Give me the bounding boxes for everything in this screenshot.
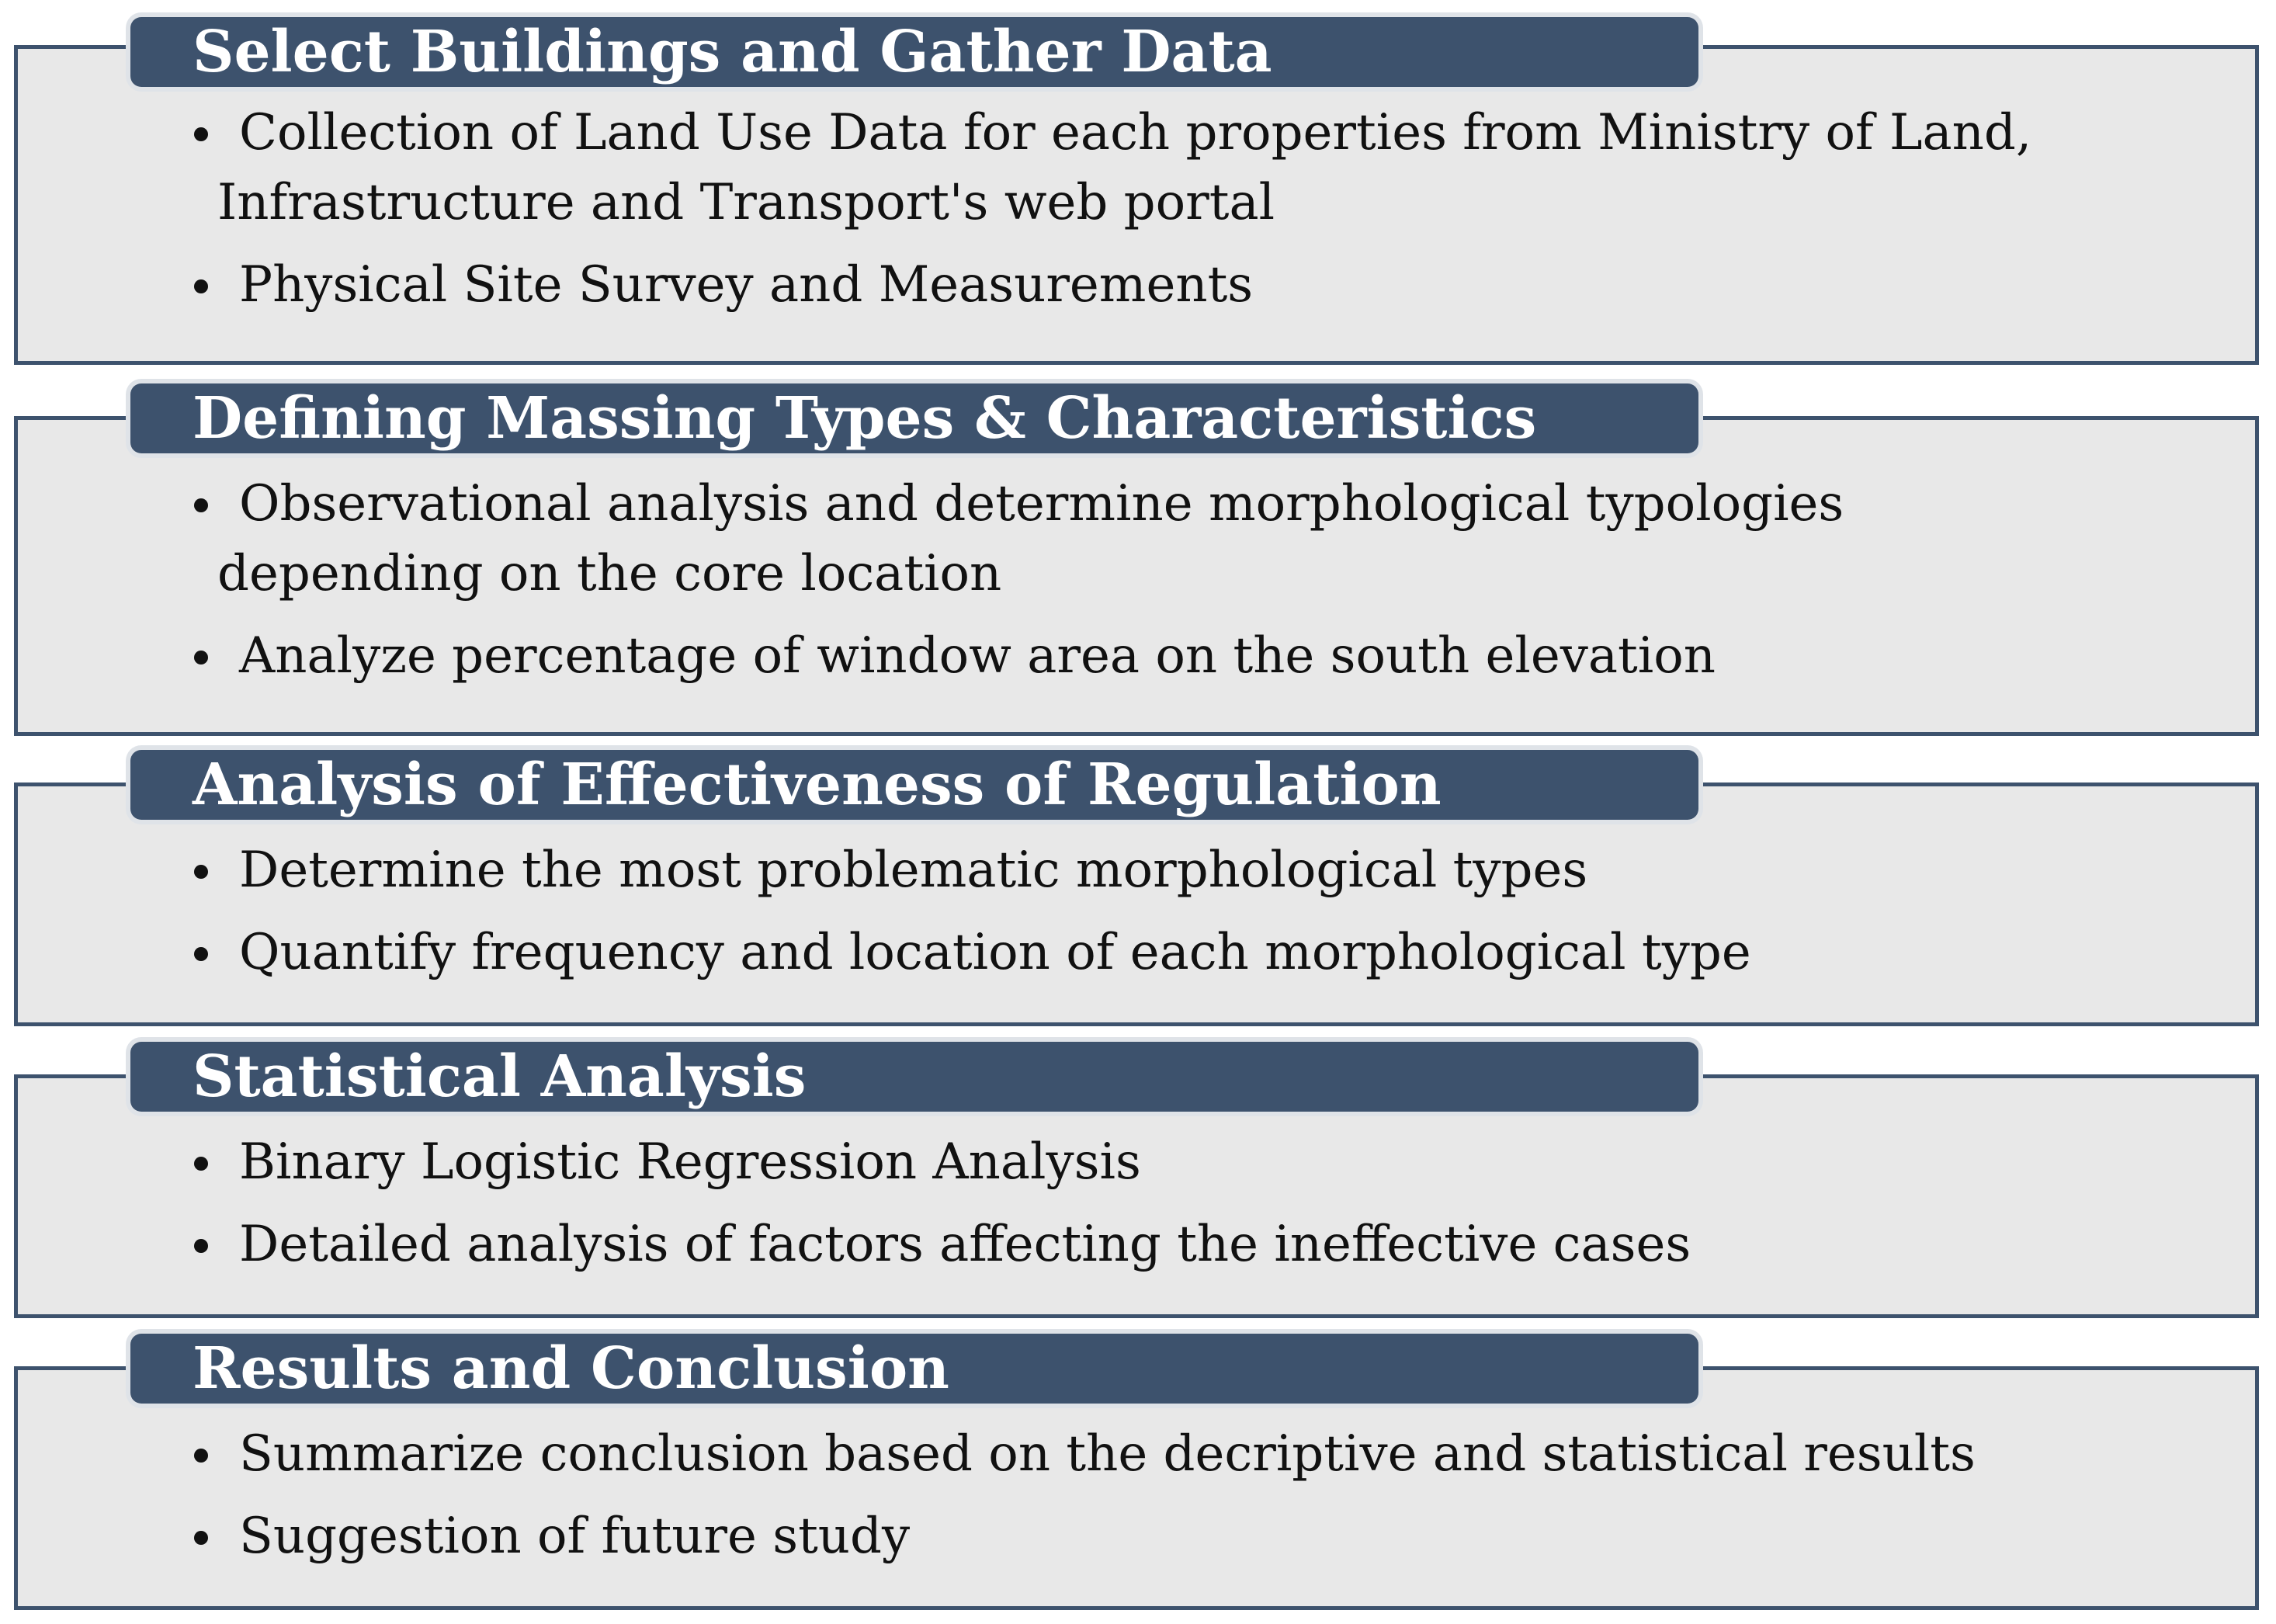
step-title: Statistical Analysis	[193, 1043, 807, 1110]
bullet-text: Analyze percentage of window area on the south elevation	[239, 627, 1716, 685]
bullet-list	[194, 98, 2245, 320]
bullet-text-continued: depending on the core location	[217, 545, 1002, 602]
step-title: Select Buildings and Gather Data	[193, 19, 1272, 85]
bullet-dot-icon	[194, 1531, 208, 1545]
bullet-dot-icon	[194, 651, 208, 665]
bullet-list	[194, 1419, 2245, 1571]
bullet-item	[194, 621, 2245, 691]
bullet-text: Binary Logistic Regression Analysis	[239, 1133, 1141, 1191]
step-title: Results and Conclusion	[193, 1335, 949, 1402]
bullet-text: Observational analysis and determine morphological typologies	[239, 475, 1844, 533]
bullet-list	[194, 469, 2245, 691]
bullet-list	[194, 1127, 2245, 1279]
step-title: Defining Massing Types & Characteristics	[193, 385, 1537, 452]
bullet-dot-icon	[194, 1157, 208, 1171]
bullet-item	[194, 918, 2245, 987]
bullet-text: Summarize conclusion based on the decriptive and statistical results	[239, 1425, 1976, 1483]
bullet-dot-icon	[194, 279, 208, 293]
bullet-text: Suggestion of future study	[239, 1508, 911, 1565]
bullet-text: Detailed analysis of factors affecting the ineffective cases	[239, 1216, 1691, 1273]
bullet-text-continued: Infrastructure and Transport's web portal	[217, 174, 1275, 231]
bullet-dot-icon	[194, 498, 208, 512]
step-header	[130, 383, 1698, 453]
step-header	[130, 1042, 1698, 1112]
step-header	[130, 17, 1698, 87]
bullet-item	[194, 1419, 2245, 1489]
step-header	[130, 750, 1698, 820]
bullet-dot-icon	[194, 127, 208, 141]
bullet-item	[194, 835, 2245, 905]
bullet-item	[194, 250, 2245, 320]
step-title: Analysis of Effectiveness of Regulation	[193, 751, 1442, 818]
bullet-item	[194, 1127, 2245, 1197]
bullet-text: Collection of Land Use Data for each properties from Ministry of Land,	[239, 104, 2032, 161]
bullet-dot-icon	[194, 1449, 208, 1463]
bullet-dot-icon	[194, 865, 208, 879]
bullet-list	[194, 835, 2245, 987]
bullet-text: Determine the most problematic morphological types	[239, 841, 1588, 899]
bullet-item	[194, 1209, 2245, 1279]
bullet-dot-icon	[194, 947, 208, 961]
bullet-item	[194, 98, 2245, 238]
bullet-text: Physical Site Survey and Measurements	[239, 256, 1254, 314]
bullet-item	[194, 1501, 2245, 1571]
bullet-item	[194, 469, 2245, 609]
step-header	[130, 1334, 1698, 1404]
bullet-dot-icon	[194, 1239, 208, 1253]
bullet-text: Quantify frequency and location of each morphological type	[239, 924, 1751, 981]
